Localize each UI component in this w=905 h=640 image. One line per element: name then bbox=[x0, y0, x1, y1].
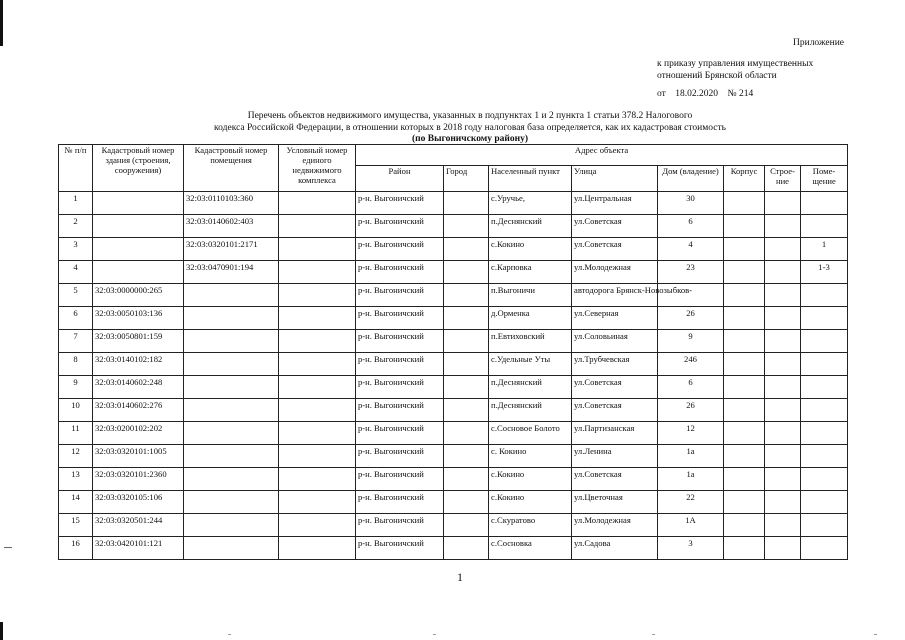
cell-district: р-н. Выгоничский bbox=[356, 445, 444, 468]
cell-settlement: п.Деснянский bbox=[489, 215, 572, 238]
cell-city bbox=[444, 261, 489, 284]
cell-district: р-н. Выгоничский bbox=[356, 192, 444, 215]
cell-num: 7 bbox=[59, 330, 93, 353]
cell-num: 1 bbox=[59, 192, 93, 215]
cell-premises-cadastral bbox=[184, 445, 279, 468]
cell-settlement: с.Кокино bbox=[489, 468, 572, 491]
cell-korpus bbox=[724, 284, 765, 307]
cell-settlement: д.Орменка bbox=[489, 307, 572, 330]
cell-settlement: с.Карповка bbox=[489, 261, 572, 284]
cell-street: ул.Партизанская bbox=[572, 422, 658, 445]
cell-city bbox=[444, 399, 489, 422]
cell-structure bbox=[765, 192, 801, 215]
cell-structure bbox=[765, 399, 801, 422]
cell-building-cadastral: 32:03:0140602:248 bbox=[93, 376, 184, 399]
cell-room bbox=[801, 215, 848, 238]
cell-korpus bbox=[724, 376, 765, 399]
cell-structure bbox=[765, 353, 801, 376]
header-street: Улица bbox=[572, 166, 658, 192]
cell-house: 1А bbox=[658, 514, 724, 537]
cell-korpus bbox=[724, 353, 765, 376]
cell-korpus bbox=[724, 330, 765, 353]
cell-building-cadastral: 32:03:0200102:202 bbox=[93, 422, 184, 445]
cell-city bbox=[444, 307, 489, 330]
cell-complex-number bbox=[279, 491, 356, 514]
cell-korpus bbox=[724, 422, 765, 445]
cell-street: ул.Советская bbox=[572, 376, 658, 399]
cell-house: 6 bbox=[658, 376, 724, 399]
cell-city bbox=[444, 537, 489, 560]
cell-num: 5 bbox=[59, 284, 93, 307]
cell-building-cadastral bbox=[93, 215, 184, 238]
cell-korpus bbox=[724, 399, 765, 422]
cell-building-cadastral: 32:03:0420101:121 bbox=[93, 537, 184, 560]
cell-num: 11 bbox=[59, 422, 93, 445]
scan-edge-mark bbox=[0, 0, 3, 46]
cell-building-cadastral: 32:03:0320101:1005 bbox=[93, 445, 184, 468]
cell-complex-number bbox=[279, 330, 356, 353]
cell-korpus bbox=[724, 307, 765, 330]
cell-district: р-н. Выгоничский bbox=[356, 330, 444, 353]
cell-room bbox=[801, 468, 848, 491]
cell-num: 6 bbox=[59, 307, 93, 330]
table-row bbox=[59, 537, 848, 560]
document-title-line2: кодекса Российской Федерации, в отношении которых в 2018 году налоговая база определяется, как их кадастровая стоимость bbox=[214, 123, 726, 133]
cell-district: р-н. Выгоничский bbox=[356, 261, 444, 284]
cell-complex-number bbox=[279, 353, 356, 376]
cell-structure bbox=[765, 468, 801, 491]
cell-district: р-н. Выгоничский bbox=[356, 491, 444, 514]
table-row bbox=[59, 353, 848, 376]
cell-house: 30 bbox=[658, 192, 724, 215]
page-number: 1 bbox=[457, 570, 463, 584]
order-reference-line1: к приказу управления имущественных bbox=[657, 59, 814, 69]
cell-korpus bbox=[724, 238, 765, 261]
cell-complex-number bbox=[279, 422, 356, 445]
cell-num: 16 bbox=[59, 537, 93, 560]
cell-structure bbox=[765, 376, 801, 399]
cell-house: 9 bbox=[658, 330, 724, 353]
cell-district: р-н. Выгоничский bbox=[356, 376, 444, 399]
cell-premises-cadastral bbox=[184, 491, 279, 514]
cell-settlement: с.Удельные Уты bbox=[489, 353, 572, 376]
cell-house: 1а bbox=[658, 445, 724, 468]
cell-district: р-н. Выгоничский bbox=[356, 353, 444, 376]
cell-premises-cadastral bbox=[184, 284, 279, 307]
cell-korpus bbox=[724, 445, 765, 468]
cell-settlement: с.Сосновое Болото bbox=[489, 422, 572, 445]
cell-building-cadastral bbox=[93, 192, 184, 215]
cell-room bbox=[801, 307, 848, 330]
cell-structure bbox=[765, 215, 801, 238]
cell-structure bbox=[765, 514, 801, 537]
cell-num: 14 bbox=[59, 491, 93, 514]
table-body bbox=[59, 192, 848, 560]
cell-premises-cadastral bbox=[184, 537, 279, 560]
cell-building-cadastral bbox=[93, 238, 184, 261]
cell-street: ул.Центральная bbox=[572, 192, 658, 215]
table-row bbox=[59, 468, 848, 491]
table-row bbox=[59, 330, 848, 353]
cell-street: ул.Советская bbox=[572, 238, 658, 261]
cell-settlement: с.Уручье, bbox=[489, 192, 572, 215]
cell-house: 6 bbox=[658, 215, 724, 238]
order-date-line: от 18.02.2020 № 214 bbox=[657, 89, 754, 99]
cell-premises-cadastral bbox=[184, 307, 279, 330]
cell-room bbox=[801, 284, 848, 307]
cell-house: 23 bbox=[658, 261, 724, 284]
cell-city bbox=[444, 353, 489, 376]
cell-premises-cadastral: 32:03:0320101:2171 bbox=[184, 238, 279, 261]
cell-city bbox=[444, 192, 489, 215]
cell-structure bbox=[765, 422, 801, 445]
cell-building-cadastral: 32:03:0000000:265 bbox=[93, 284, 184, 307]
property-registry-table bbox=[58, 144, 848, 560]
cell-room bbox=[801, 376, 848, 399]
cell-street: ул.Советская bbox=[572, 215, 658, 238]
cell-structure bbox=[765, 491, 801, 514]
cell-street: ул.Садова bbox=[572, 537, 658, 560]
table-row bbox=[59, 376, 848, 399]
cell-settlement: с.Кокино bbox=[489, 491, 572, 514]
header-city: Город bbox=[444, 166, 489, 192]
table-row bbox=[59, 261, 848, 284]
cell-num: 8 bbox=[59, 353, 93, 376]
cell-street: автодорога Брянск-Новозыбков- bbox=[572, 284, 658, 307]
cell-street: ул.Трубчевская bbox=[572, 353, 658, 376]
header-address: Адрес объекта bbox=[356, 145, 848, 166]
cell-korpus bbox=[724, 537, 765, 560]
cell-house: 246 bbox=[658, 353, 724, 376]
cell-structure bbox=[765, 445, 801, 468]
cell-street: ул.Цветочная bbox=[572, 491, 658, 514]
document-title-line1: Перечень объектов недвижимого имущества, указанных в подпунктах 1 и 2 пункта 1 статьи 378.2 Налогового bbox=[247, 111, 693, 121]
cell-house: 3 bbox=[658, 537, 724, 560]
cell-korpus bbox=[724, 514, 765, 537]
cell-room bbox=[801, 422, 848, 445]
cell-korpus bbox=[724, 215, 765, 238]
table-row bbox=[59, 491, 848, 514]
cell-district: р-н. Выгоничский bbox=[356, 215, 444, 238]
cell-premises-cadastral bbox=[184, 422, 279, 445]
table-row bbox=[59, 514, 848, 537]
cell-building-cadastral: 32:03:0140602:276 bbox=[93, 399, 184, 422]
cell-city bbox=[444, 238, 489, 261]
cell-room bbox=[801, 353, 848, 376]
cell-num: 10 bbox=[59, 399, 93, 422]
scan-dot bbox=[433, 634, 436, 635]
cell-korpus bbox=[724, 491, 765, 514]
cell-room: 1 bbox=[801, 238, 848, 261]
cell-num: 2 bbox=[59, 215, 93, 238]
cell-structure bbox=[765, 261, 801, 284]
table-row bbox=[59, 215, 848, 238]
scan-edge-mark bbox=[0, 622, 3, 640]
cell-settlement: с.Кокино bbox=[489, 238, 572, 261]
cell-settlement: с. Кокино bbox=[489, 445, 572, 468]
order-reference-line2: отношений Брянской области bbox=[657, 71, 777, 81]
cell-settlement: п.Деснянский bbox=[489, 376, 572, 399]
cell-room bbox=[801, 491, 848, 514]
cell-room bbox=[801, 445, 848, 468]
cell-settlement: с.Скуратово bbox=[489, 514, 572, 537]
cell-building-cadastral: 32:03:0320101:2360 bbox=[93, 468, 184, 491]
header-settlement: Населенный пункт bbox=[489, 166, 572, 192]
cell-house: 26 bbox=[658, 307, 724, 330]
cell-korpus bbox=[724, 468, 765, 491]
cell-house: 26 bbox=[658, 399, 724, 422]
cell-room bbox=[801, 399, 848, 422]
cell-complex-number bbox=[279, 215, 356, 238]
cell-room bbox=[801, 537, 848, 560]
header-korpus: Корпус bbox=[724, 166, 765, 192]
cell-korpus bbox=[724, 192, 765, 215]
scan-dot bbox=[874, 634, 877, 635]
cell-building-cadastral: 32:03:0320501:244 bbox=[93, 514, 184, 537]
cell-city bbox=[444, 514, 489, 537]
cell-settlement: п.Деснянский bbox=[489, 399, 572, 422]
cell-num: 12 bbox=[59, 445, 93, 468]
cell-structure bbox=[765, 284, 801, 307]
header-house: Дом (владение) bbox=[658, 166, 724, 192]
cell-complex-number bbox=[279, 238, 356, 261]
cell-district: р-н. Выгоничский bbox=[356, 514, 444, 537]
cell-street: ул.Соловьиная bbox=[572, 330, 658, 353]
document-subtitle: (по Выгоничскому району) bbox=[411, 134, 529, 144]
scan-dot bbox=[652, 634, 655, 635]
cell-district: р-н. Выгоничский bbox=[356, 537, 444, 560]
cell-room bbox=[801, 514, 848, 537]
cell-complex-number bbox=[279, 192, 356, 215]
cell-complex-number bbox=[279, 537, 356, 560]
cell-complex-number bbox=[279, 307, 356, 330]
header-room: Поме-щение bbox=[801, 166, 848, 192]
cell-room bbox=[801, 330, 848, 353]
cell-num: 13 bbox=[59, 468, 93, 491]
cell-district: р-н. Выгоничский bbox=[356, 284, 444, 307]
cell-district: р-н. Выгоничский bbox=[356, 422, 444, 445]
cell-complex-number bbox=[279, 514, 356, 537]
header-district: Район bbox=[356, 166, 444, 192]
cell-district: р-н. Выгоничский bbox=[356, 238, 444, 261]
cell-street: ул.Советская bbox=[572, 399, 658, 422]
cell-street: ул.Советская bbox=[572, 468, 658, 491]
cell-district: р-н. Выгоничский bbox=[356, 399, 444, 422]
cell-building-cadastral bbox=[93, 261, 184, 284]
cell-house: 1а bbox=[658, 468, 724, 491]
table-row bbox=[59, 445, 848, 468]
header-complex-number: Условный номер единого недвижимого комплекса bbox=[279, 145, 356, 192]
header-premises-cadastral: Кадастровый номер помещения bbox=[184, 145, 279, 192]
cell-premises-cadastral bbox=[184, 514, 279, 537]
table-row bbox=[59, 192, 848, 215]
header-structure: Строе-ние bbox=[765, 166, 801, 192]
cell-complex-number bbox=[279, 261, 356, 284]
cell-building-cadastral: 32:03:0140102:182 bbox=[93, 353, 184, 376]
table-row bbox=[59, 399, 848, 422]
cell-city bbox=[444, 284, 489, 307]
cell-num: 15 bbox=[59, 514, 93, 537]
cell-num: 3 bbox=[59, 238, 93, 261]
cell-premises-cadastral: 32:03:0140602:403 bbox=[184, 215, 279, 238]
cell-premises-cadastral bbox=[184, 468, 279, 491]
cell-structure bbox=[765, 330, 801, 353]
cell-structure bbox=[765, 307, 801, 330]
cell-house: 12 bbox=[658, 422, 724, 445]
cell-street: ул.Молодежная bbox=[572, 514, 658, 537]
cell-district: р-н. Выгоничский bbox=[356, 307, 444, 330]
table-row bbox=[59, 307, 848, 330]
cell-house: 4 bbox=[658, 238, 724, 261]
table-row bbox=[59, 284, 848, 307]
cell-street: ул.Молодежная bbox=[572, 261, 658, 284]
cell-premises-cadastral: 32:03:0110103:360 bbox=[184, 192, 279, 215]
cell-structure bbox=[765, 238, 801, 261]
cell-district: р-н. Выгоничский bbox=[356, 468, 444, 491]
cell-street: ул.Ленина bbox=[572, 445, 658, 468]
cell-room: 1-3 bbox=[801, 261, 848, 284]
cell-premises-cadastral: 32:03:0470901:194 bbox=[184, 261, 279, 284]
cell-street: ул.Северная bbox=[572, 307, 658, 330]
cell-settlement: п.Евтиховский bbox=[489, 330, 572, 353]
cell-city bbox=[444, 330, 489, 353]
cell-city bbox=[444, 422, 489, 445]
cell-city bbox=[444, 491, 489, 514]
header-num: № п/п bbox=[59, 145, 93, 192]
appendix-label: Приложение bbox=[793, 38, 844, 48]
cell-complex-number bbox=[279, 445, 356, 468]
cell-complex-number bbox=[279, 468, 356, 491]
header-building-cadastral: Кадастровый номер здания (строения, сооружения) bbox=[93, 145, 184, 192]
cell-building-cadastral: 32:03:0320105:106 bbox=[93, 491, 184, 514]
cell-city bbox=[444, 376, 489, 399]
cell-premises-cadastral bbox=[184, 353, 279, 376]
cell-korpus bbox=[724, 261, 765, 284]
scan-dash-mark bbox=[4, 547, 12, 548]
table-row bbox=[59, 422, 848, 445]
cell-premises-cadastral bbox=[184, 399, 279, 422]
cell-city bbox=[444, 445, 489, 468]
cell-complex-number bbox=[279, 376, 356, 399]
cell-building-cadastral: 32:03:0050103:136 bbox=[93, 307, 184, 330]
cell-house: 22 bbox=[658, 491, 724, 514]
scan-dot bbox=[228, 634, 231, 635]
cell-complex-number bbox=[279, 284, 356, 307]
cell-complex-number bbox=[279, 399, 356, 422]
cell-settlement: с.Сосновка bbox=[489, 537, 572, 560]
cell-premises-cadastral bbox=[184, 376, 279, 399]
cell-city bbox=[444, 215, 489, 238]
cell-building-cadastral: 32:03:0050801:159 bbox=[93, 330, 184, 353]
cell-room bbox=[801, 192, 848, 215]
cell-premises-cadastral bbox=[184, 330, 279, 353]
cell-num: 9 bbox=[59, 376, 93, 399]
cell-num: 4 bbox=[59, 261, 93, 284]
cell-city bbox=[444, 468, 489, 491]
table-row bbox=[59, 238, 848, 261]
cell-structure bbox=[765, 537, 801, 560]
cell-settlement: п.Выгоничи bbox=[489, 284, 572, 307]
